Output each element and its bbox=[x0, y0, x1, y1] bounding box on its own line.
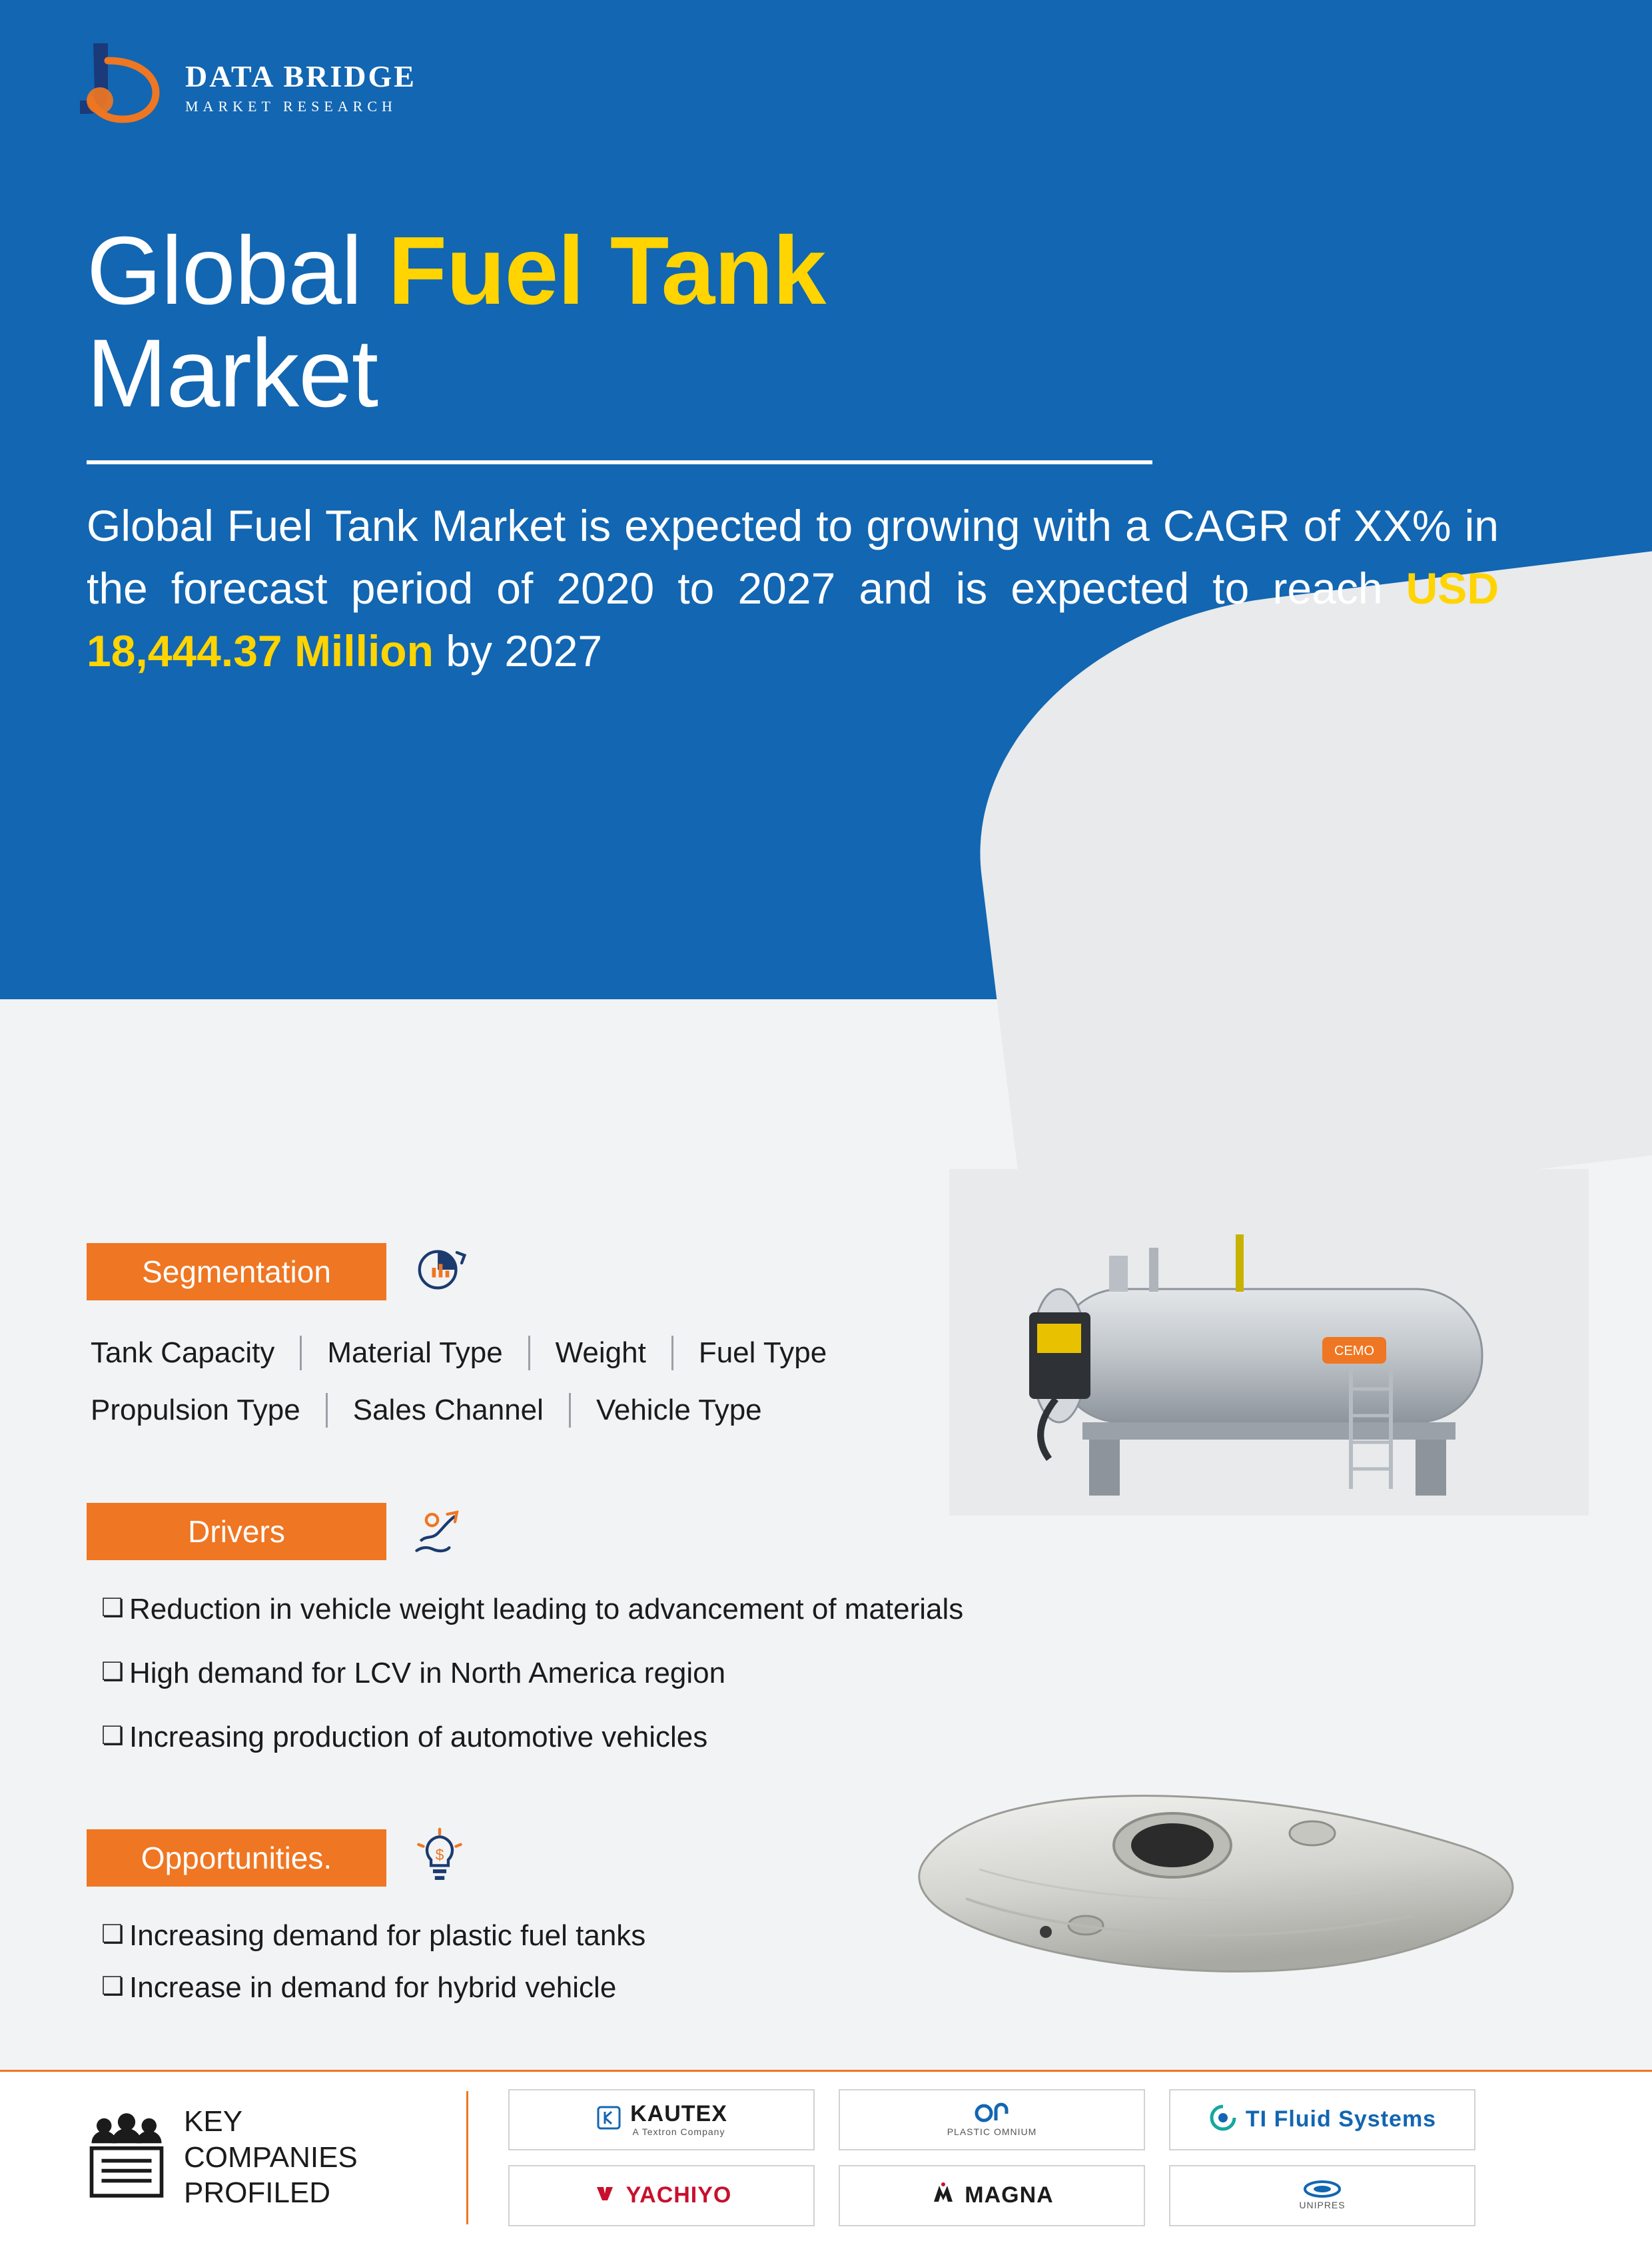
driver-text: High demand for LCV in North America region bbox=[129, 1657, 726, 1689]
yachiyo-logo-icon bbox=[592, 2180, 618, 2210]
footer-section bbox=[0, 2070, 1652, 2243]
opportunities-block bbox=[87, 1825, 645, 2023]
company-name: TI Fluid Systems bbox=[1245, 2106, 1437, 2132]
brand-tagline: MARKET RESEARCH bbox=[185, 97, 397, 115]
company-sub: PLASTIC OMNIUM bbox=[947, 2126, 1037, 2138]
segmentation-list bbox=[87, 1336, 852, 1428]
segment-item: Tank Capacity bbox=[91, 1336, 275, 1369]
key-companies-block bbox=[0, 2072, 466, 2243]
segmentation-header bbox=[87, 1239, 852, 1304]
plastic-omnium-logo-icon bbox=[971, 2102, 1013, 2128]
market-summary bbox=[87, 495, 1499, 682]
page-title bbox=[87, 217, 1485, 427]
list-item bbox=[87, 1721, 963, 1754]
drivers-header bbox=[87, 1499, 963, 1564]
bullet-icon: ❏ bbox=[101, 1973, 125, 2001]
company-logo-unipres bbox=[1169, 2165, 1475, 2226]
opportunities-header bbox=[87, 1825, 645, 1890]
title-part1: Global bbox=[87, 217, 388, 324]
data-bridge-logo-icon bbox=[73, 37, 173, 130]
opportunity-text: Increasing demand for plastic fuel tanks bbox=[129, 1919, 646, 1952]
company-logo-magna bbox=[839, 2165, 1145, 2226]
segment-divider bbox=[528, 1336, 530, 1370]
kcp-line-2: COMPANIES bbox=[184, 2140, 358, 2174]
segment-item: Vehicle Type bbox=[596, 1394, 762, 1426]
segment-divider bbox=[326, 1393, 328, 1428]
segment-divider bbox=[300, 1336, 302, 1370]
key-companies-heading bbox=[184, 2104, 358, 2211]
ti-fluid-systems-logo-icon bbox=[1208, 2103, 1238, 2136]
magna-logo-icon bbox=[930, 2180, 957, 2210]
segment-item: Sales Channel bbox=[352, 1394, 544, 1426]
list-item bbox=[87, 1919, 645, 1953]
summary-value: USD 18,444.37 Million bbox=[87, 564, 1499, 675]
bullet-icon: ❏ bbox=[101, 1658, 125, 1686]
people-group-icon bbox=[87, 2109, 167, 2206]
kcp-line-1: KEY bbox=[184, 2104, 243, 2138]
bullet-icon: ❏ bbox=[101, 1722, 125, 1750]
company-name: KAUTEX bbox=[630, 2101, 727, 2127]
company-logo-kautex bbox=[508, 2089, 815, 2150]
segmentation-label: Segmentation bbox=[87, 1243, 386, 1300]
segment-item: Fuel Type bbox=[698, 1336, 827, 1369]
headline-block bbox=[87, 217, 1499, 683]
opportunities-label: Opportunities. bbox=[87, 1829, 386, 1887]
opportunities-list bbox=[87, 1919, 645, 2005]
title-divider bbox=[87, 460, 1152, 464]
segment-item: Propulsion Type bbox=[91, 1394, 300, 1426]
company-logo-ti-fluid-systems bbox=[1169, 2089, 1475, 2150]
company-logo-plastic-omnium bbox=[839, 2089, 1145, 2150]
drivers-label: Drivers bbox=[87, 1503, 386, 1560]
title-part2: Market bbox=[87, 318, 378, 427]
summary-post: by 2027 bbox=[433, 626, 603, 675]
segmentation-row-2 bbox=[87, 1393, 852, 1428]
company-logo-yachiyo bbox=[508, 2165, 815, 2226]
pie-chart-icon bbox=[409, 1239, 470, 1304]
company-sub: A Textron Company bbox=[632, 2126, 725, 2137]
company-name: YACHIYO bbox=[625, 2182, 732, 2208]
company-sub: UNIPRES bbox=[1299, 2200, 1346, 2211]
drivers-list bbox=[87, 1593, 963, 1754]
kautex-logo-icon bbox=[596, 2104, 622, 2134]
company-logo-grid bbox=[468, 2089, 1475, 2226]
segment-divider bbox=[569, 1393, 571, 1428]
brand-name: DATA BRIDGE bbox=[185, 59, 416, 93]
opportunity-text: Increase in demand for hybrid vehicle bbox=[129, 1971, 617, 2004]
segment-item: Weight bbox=[555, 1336, 646, 1369]
lightbulb-dollar-icon bbox=[409, 1825, 470, 1890]
growth-hand-icon bbox=[409, 1499, 470, 1564]
segment-divider bbox=[671, 1336, 673, 1370]
bullet-icon: ❏ bbox=[101, 1594, 125, 1622]
segment-item: Material Type bbox=[327, 1336, 503, 1369]
driver-text: Reduction in vehicle weight leading to advancement of materials bbox=[129, 1593, 964, 1625]
summary-pre: Global Fuel Tank Market is expected to growing with a CAGR of XX% in the forecast period of 2020 to 2027 and is expected to reach bbox=[87, 501, 1499, 614]
segmentation-block bbox=[87, 1239, 852, 1450]
segmentation-row-1 bbox=[87, 1336, 852, 1370]
bullet-icon: ❏ bbox=[101, 1921, 125, 1949]
metal-fuel-tank-photo bbox=[886, 1732, 1552, 2012]
svg-text:$: $ bbox=[435, 1845, 444, 1863]
driver-text: Increasing production of automotive vehicles bbox=[129, 1721, 708, 1753]
kcp-line-3: PROFILED bbox=[184, 2176, 331, 2210]
list-item bbox=[87, 1971, 645, 2005]
list-item bbox=[87, 1593, 963, 1626]
title-highlight: Fuel Tank bbox=[388, 217, 826, 324]
drivers-block bbox=[87, 1499, 963, 1785]
svg-text:CEMO: CEMO bbox=[1334, 1344, 1374, 1358]
fuel-storage-tank-photo bbox=[949, 1169, 1589, 1516]
company-name: MAGNA bbox=[965, 2182, 1054, 2208]
unipres-logo-icon bbox=[1303, 2180, 1342, 2201]
list-item bbox=[87, 1657, 963, 1690]
brand-logo bbox=[73, 37, 416, 130]
